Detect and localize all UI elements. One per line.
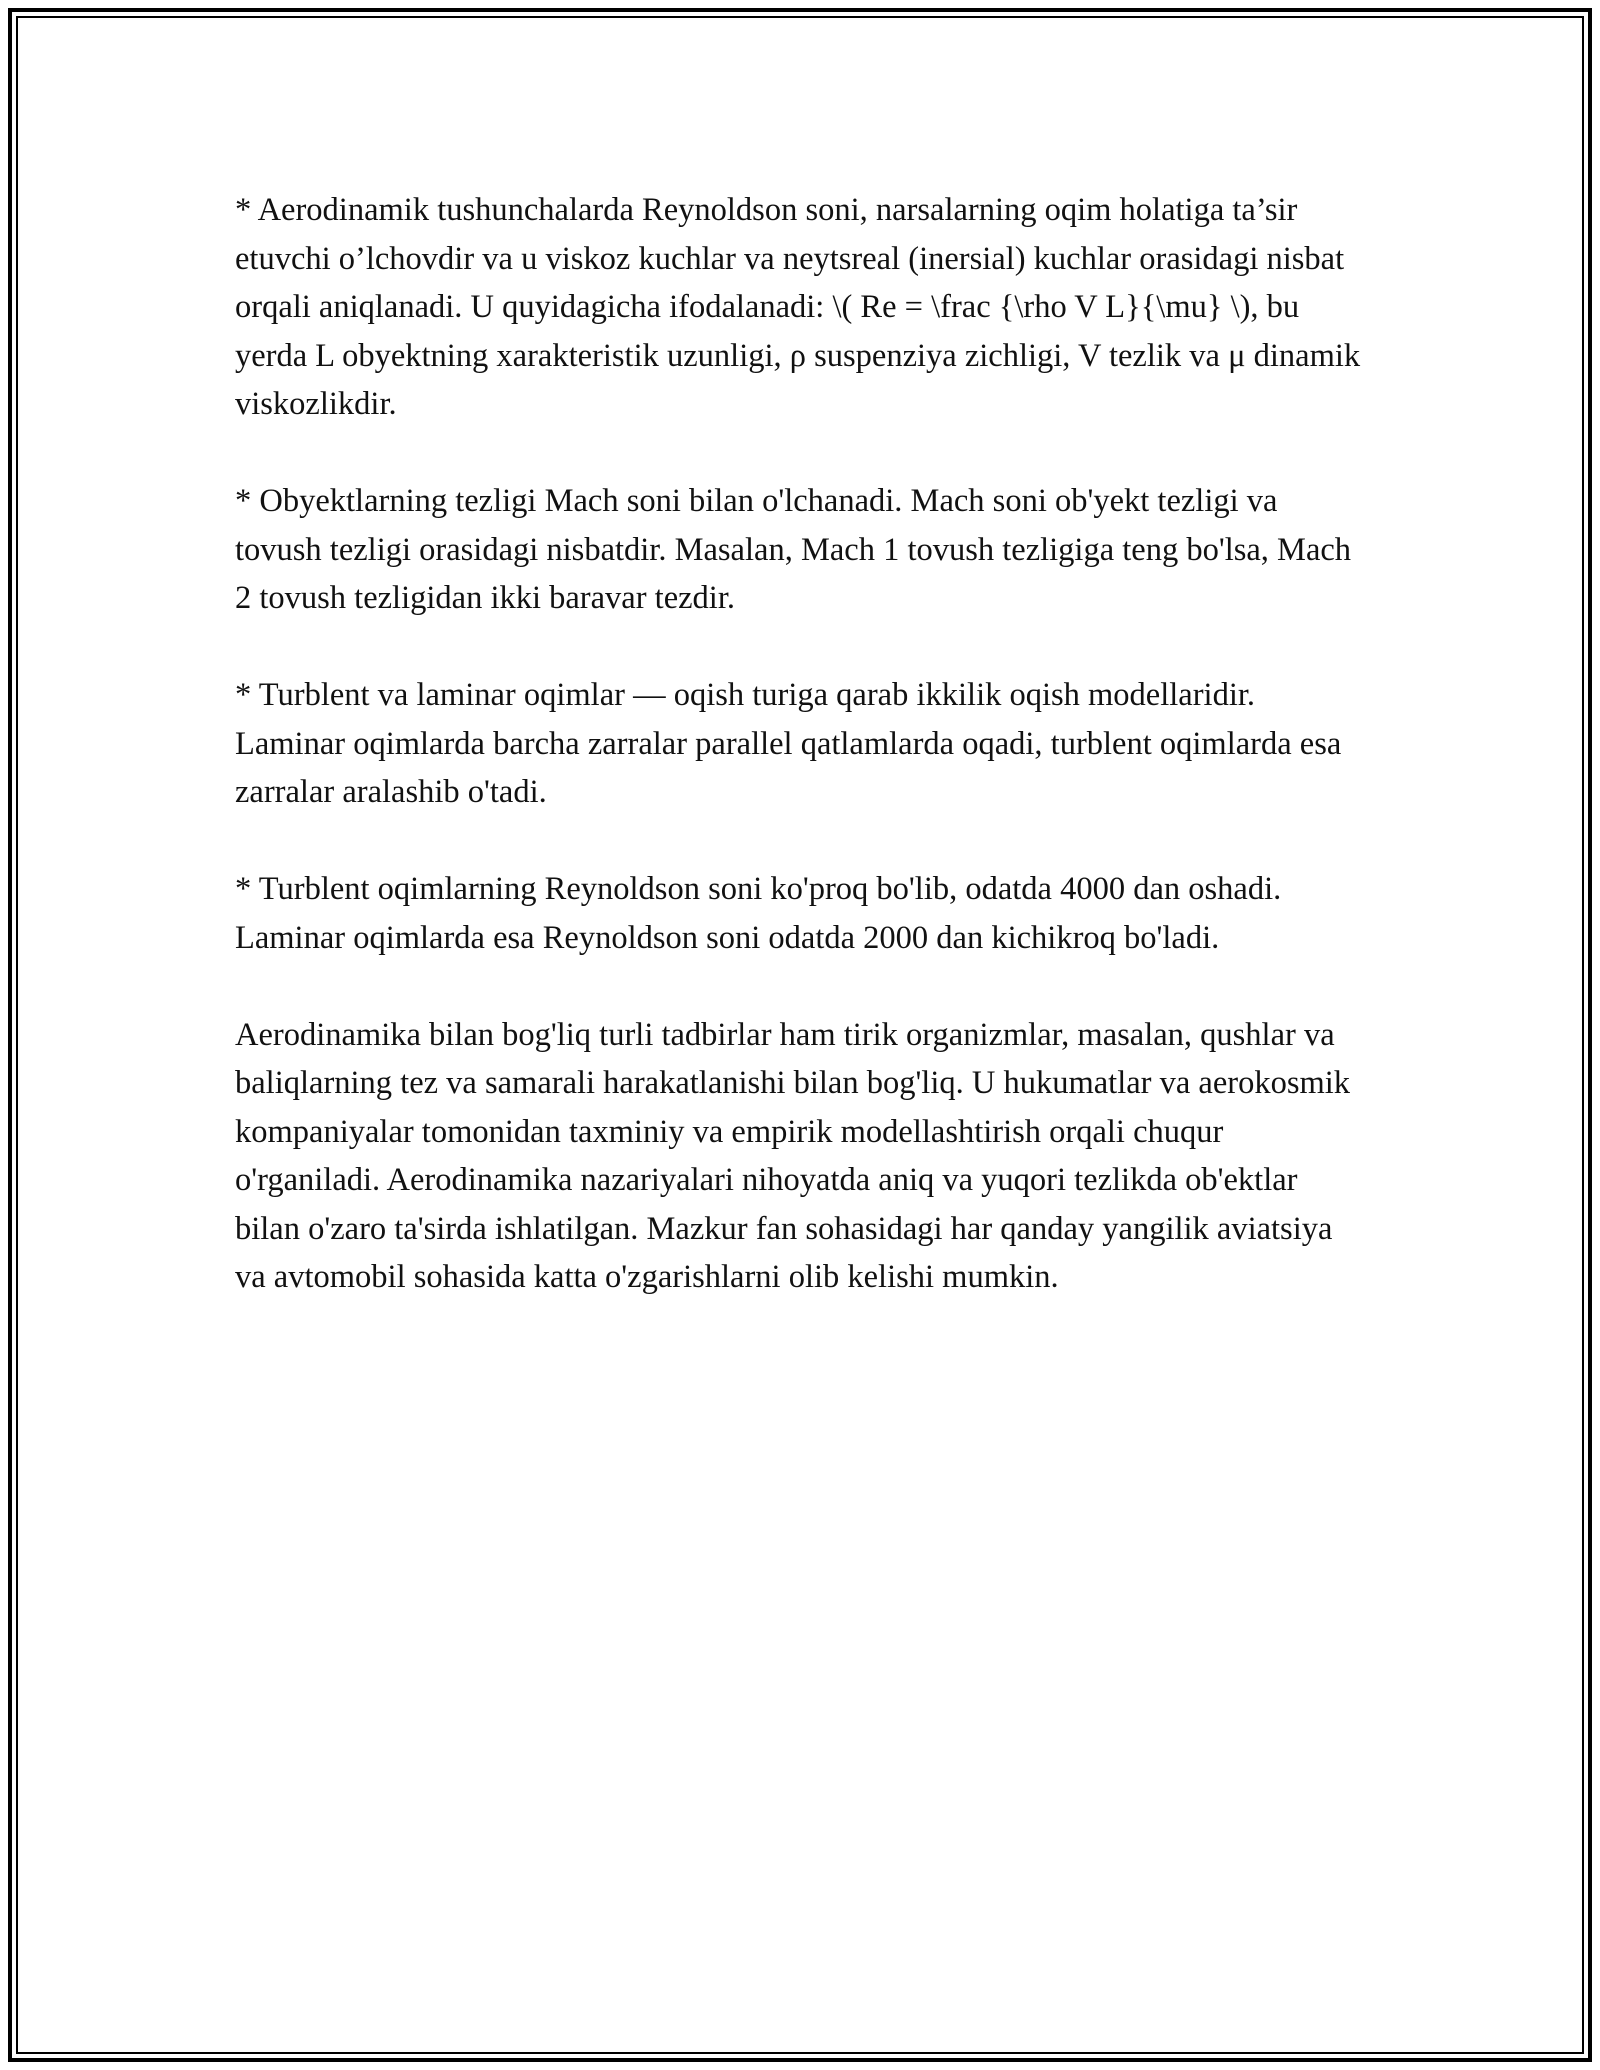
paragraph-turbulent-laminar: * Turblent va laminar oqimlar — oqish turiga qarab ikkilik oqish modellaridir. Laminar oqimlarda barcha zarralar parallel qatlamlarda oqadi, turblent oqimlarda esa zarralar aralashib o'tadi.	[235, 677, 1342, 810]
paragraph-aerodynamics-applications: Aerodinamika bilan bog'liq turli tadbirlar ham tirik organizmlar, masalan, qushlar va baliqlarning tez va samarali harakatlanishi bilan bog'liq. U hukumatlar va aerokosmik kompaniyalar tomonidan taxminiy va empirik modellashtirish orqali chuqur o'rganiladi. Aerodinamika nazariyalari nihoyatda aniq va yuqori tezlikda ob'ektlar bilan o'zaro ta'sirda ishlatilgan. Mazkur fan sohasidagi har qanday yangilik aviatsiya va avtomobil sohasida katta o'zgarishlarni olib kelishi mumkin.	[235, 1016, 1351, 1295]
document-body	[235, 186, 1365, 1350]
paragraph-reynolds-number: * Aerodinamik tushunchalarda Reynoldson soni, narsalarning oqim holatiga ta’sir etuvchi o’lchovdir va u viskoz kuchlar va neytsreal (inersial) kuchlar orasidagi nisbat orqali aniqlanadi. U quyidagicha ifodalanadi: \( Re = \frac {\rho V L}{\mu} \), bu yerda L obyektning xarakteristik uzunligi, ρ suspenziya zichligi, V tezlik va μ dinamik viskozlikdir.	[235, 192, 1361, 422]
paragraph-reynolds-thresholds: * Turblent oqimlarning Reynoldson soni ko'proq bo'lib, odatda 4000 dan oshadi. Laminar oqimlarda esa Reynoldson soni odatda 2000 dan kichikroq bo'ladi.	[235, 871, 1282, 956]
paragraph-mach-number: * Obyektlarning tezligi Mach soni bilan o'lchanadi. Mach soni ob'yekt tezligi va tovush tezligi orasidagi nisbatdir. Masalan, Mach 1 tovush tezligiga teng bo'lsa, Mach 2 tovush tezligidan ikki baravar tezdir.	[235, 483, 1352, 616]
